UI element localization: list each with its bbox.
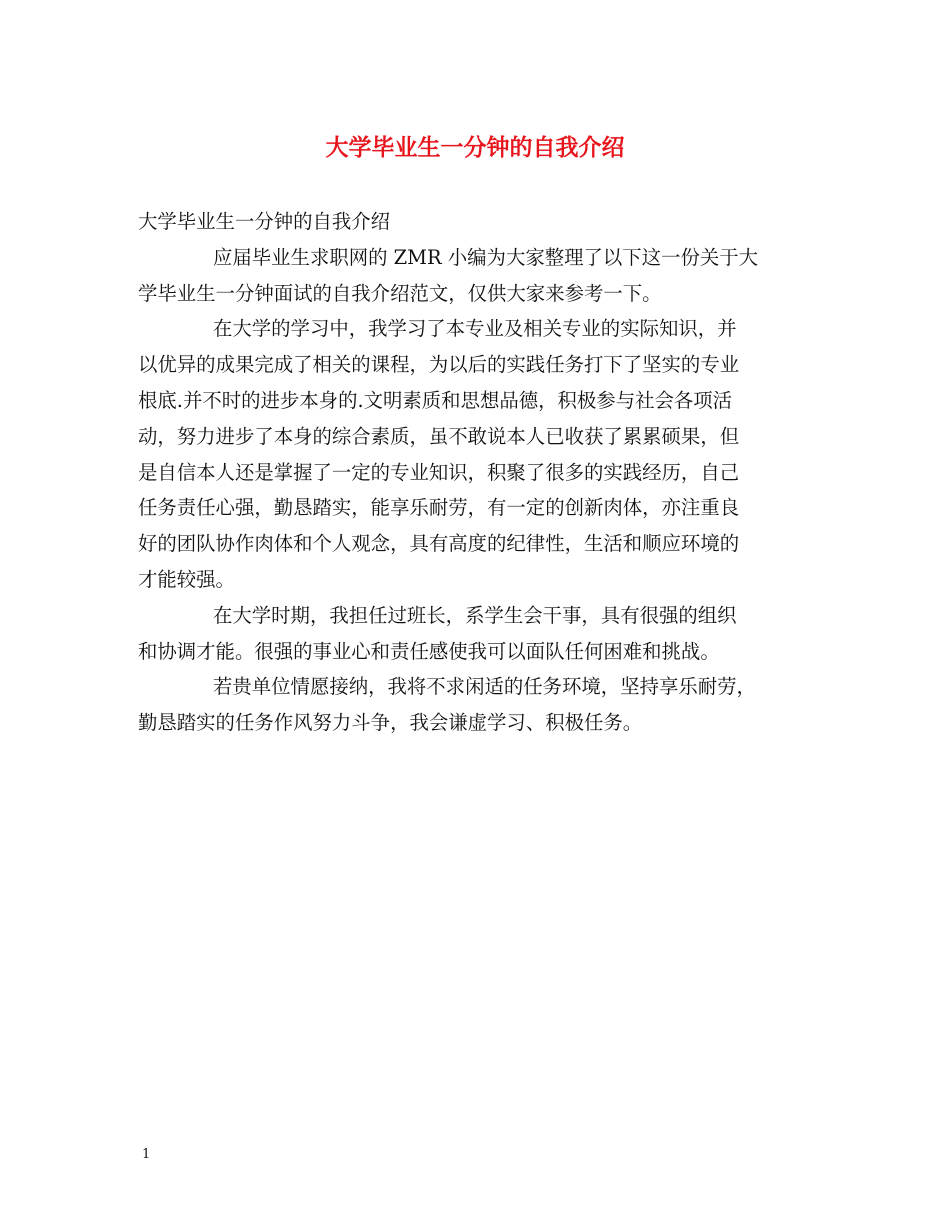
document-title: 大学毕业生一分钟的自我介绍 bbox=[325, 135, 625, 161]
body-line: 在大学的学习中，我学习了本专业及相关专业的实际知识，并 bbox=[213, 317, 737, 341]
body-line: 和协调才能。很强的事业心和责任感使我可以面队任何困难和挑战。 bbox=[138, 639, 720, 663]
body-line: 好的团队协作肉体和个人观念，具有高度的纪律性，生活和顺应环境的 bbox=[138, 532, 740, 556]
body-line: 任务责任心强，勤恳踏实，能享乐耐劳，有一定的创新肉体，亦注重良 bbox=[138, 496, 740, 520]
body-line: 大学毕业生一分钟的自我介绍 bbox=[138, 210, 391, 233]
body-line: 根底.并不时的进步本身的.文明素质和思想品德，积极参与社会各项活 bbox=[138, 388, 733, 412]
body-line: 以优异的成果完成了相关的课程，为以后的实践任务打下了坚实的专业 bbox=[138, 353, 740, 377]
body-line: 若贵单位情愿接纳，我将不求闲适的任务环境，坚持享乐耐劳， bbox=[213, 675, 756, 699]
body-line: 学毕业生一分钟面试的自我介绍范文，仅供大家来参考一下。 bbox=[138, 281, 662, 305]
body-line: 动，努力进步了本身的综合素质，虽不敢说本人已收获了累累硕果，但 bbox=[138, 424, 740, 448]
page-number: 1 bbox=[142, 1147, 151, 1162]
body-line: 才能较强。 bbox=[138, 567, 235, 591]
body-line: 应届毕业生求职网的 ZMR 小编为大家整理了以下这一份关于大 bbox=[213, 245, 759, 269]
body-line: 是自信本人还是掌握了一定的专业知识，积聚了很多的实践经历，自己 bbox=[138, 460, 740, 484]
body-line: 勤恳踏实的任务作风努力斗争，我会谦虚学习、积极任务。 bbox=[138, 711, 643, 735]
document-body bbox=[138, 204, 812, 741]
body-line: 在大学时期，我担任过班长，系学生会干事，具有很强的组织 bbox=[213, 603, 737, 627]
